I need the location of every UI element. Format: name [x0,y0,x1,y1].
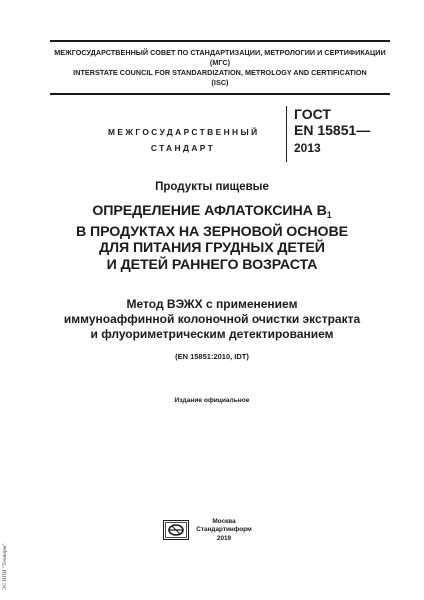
council-name-ru: МЕЖГОСУДАРСТВЕННЫЙ СОВЕТ ПО СТАНДАРТИЗАЦИИ, МЕТРОЛОГИИ И СЕРТИФИКАЦИИ [54,48,386,57]
standard-designation [294,106,370,156]
title-line-3: ДЛЯ ПИТАНИЯ ГРУДНЫХ ДЕТЕЙ [99,240,325,256]
method-line-3: и флуориметрическим детектированием [90,327,334,341]
title-line-1-text: ОПРЕДЕЛЕНИЕ АФЛАТОКСИНА В [92,203,327,219]
equivalence-reference: (EN 15851:2010, IDT) [175,352,249,361]
council-abbr-ru: (МГС) [209,58,231,67]
title-line-2: В ПРОДУКТАХ НА ЗЕРНОВОЙ ОСНОВЕ [76,223,348,240]
document-title [30,203,394,273]
method-line-2: иммуноаффинной колоночной очистки экстракта [63,312,361,326]
standard-type-line1: МЕЖГОСУДАРСТВЕННЫЙ [108,127,260,137]
standard-type-line2: СТАНДАРТ [150,143,216,153]
publisher-imprint [196,518,252,543]
publisher-name: Стандартинформ [196,526,252,534]
edition-note: Издание официальное [174,397,250,404]
publisher-city: Москва [212,518,236,525]
standard-type-label [108,124,258,156]
product-group: Продукты пищевые [155,181,269,193]
designation-divider [286,106,287,162]
method-subtitle [30,297,394,342]
publisher-year: 2019 [216,534,232,542]
council-header [50,40,390,95]
council-name-en: INTERSTATE COUNCIL FOR STANDARDIZATION, METROLOGY AND CERTIFICATION [73,68,367,77]
council-abbr-en: (ISC) [211,78,229,87]
side-stamp: ЭС НПИ "Технорм" [2,543,8,590]
designation-prefix: ГОСТ [294,106,331,122]
publisher-logo-icon [163,520,189,540]
title-line-1 [30,203,394,224]
designation-number: EN 15851— [294,122,371,138]
title-subscript: 1 [326,210,332,220]
method-line-1: Метод ВЭЖХ с применением [126,297,298,311]
title-line-4: И ДЕТЕЙ РАННЕГО ВОЗРАСТА [106,256,318,273]
designation-year: 2013 [294,141,321,155]
